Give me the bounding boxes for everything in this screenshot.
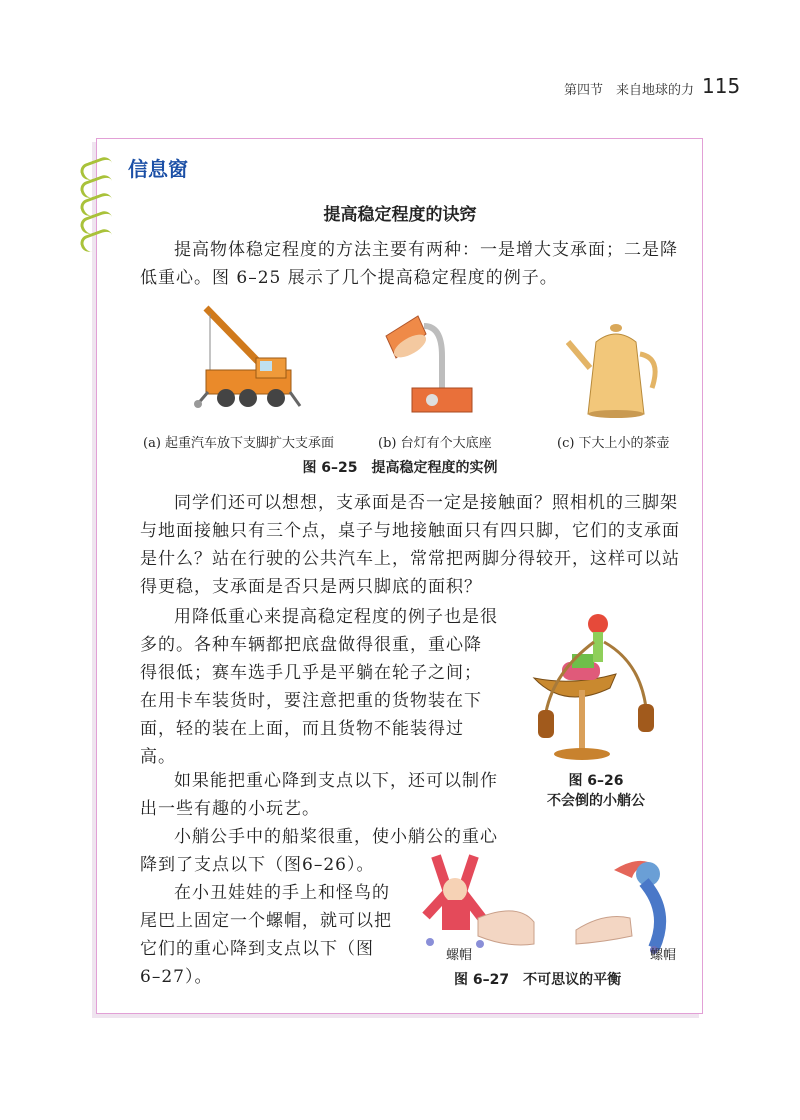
desk-lamp-image bbox=[378, 306, 478, 418]
label-nut-left: 螺帽 bbox=[446, 948, 473, 963]
info-window-heading: 信息窗 bbox=[128, 157, 188, 181]
paragraph-boatman: 小艄公手中的船桨很重，使小艄公的重心降到了支点以下（图6–26）。 bbox=[140, 827, 498, 875]
caption-lamp: (b) 台灯有个大底座 bbox=[378, 436, 492, 451]
paragraph-clown-bird: 在小丑娃娃的手上和怪鸟的尾巴上固定一个螺帽，就可以把它们的重心降到支点以下（图 6–27）。 bbox=[140, 883, 392, 987]
section-subtitle: 提高稳定程度的诀窍 bbox=[323, 205, 477, 225]
boatman-toy-image bbox=[524, 612, 672, 764]
figure-6-26-title: 不会倒的小艄公 bbox=[547, 793, 645, 809]
caption-teapot: (c) 下大上小的茶壶 bbox=[557, 436, 670, 451]
paragraph-intro: 提高物体稳定程度的方法主要有两种：一是增大支承面；二是降低重心。图 6–25 展示了几个提高稳定程度的例子。 bbox=[140, 240, 678, 288]
crane-truck-image bbox=[186, 300, 306, 415]
figure-6-26-number: 图 6–26 bbox=[568, 773, 624, 789]
label-nut-right: 螺帽 bbox=[650, 948, 677, 963]
teapot-image bbox=[566, 318, 662, 420]
paragraph-lower-center: 用降低重心来提高稳定程度的例子也是很多的。各种车辆都把底盘做得很重，重心降得很低；赛车选手几乎是平躺在轮子之间；在用卡车装货时，要注意把重的货物装在下面，轻的装在上面，而且货物不能装得过高。 bbox=[140, 607, 498, 767]
page-header bbox=[520, 74, 740, 100]
section-title: 第四节 来自地球的力 bbox=[564, 83, 695, 98]
clown-doll-image bbox=[418, 852, 536, 960]
caption-crane: (a) 起重汽车放下支脚扩大支承面 bbox=[143, 436, 335, 451]
figure-6-25-title: 图 6–25 提高稳定程度的实例 bbox=[302, 460, 498, 476]
strange-bird-image bbox=[574, 852, 686, 958]
figure-6-27-title: 图 6–27 不可思议的平衡 bbox=[454, 972, 622, 988]
page-number: 115 bbox=[702, 74, 741, 98]
paragraph-toys: 如果能把重心降到支点以下，还可以制作出一些有趣的小玩艺。 bbox=[140, 771, 498, 819]
paragraph-support-surface: 同学们还可以想想，支承面是否一定是接触面？照相机的三脚架与地面接触只有三个点，桌子与地接触面只有四只脚，它们的支承面是什么？站在行驶的公共汽车上，常常把两脚分得较开，这样可以站得更稳，支承面是否只是两只脚底的面积？ bbox=[140, 493, 680, 597]
